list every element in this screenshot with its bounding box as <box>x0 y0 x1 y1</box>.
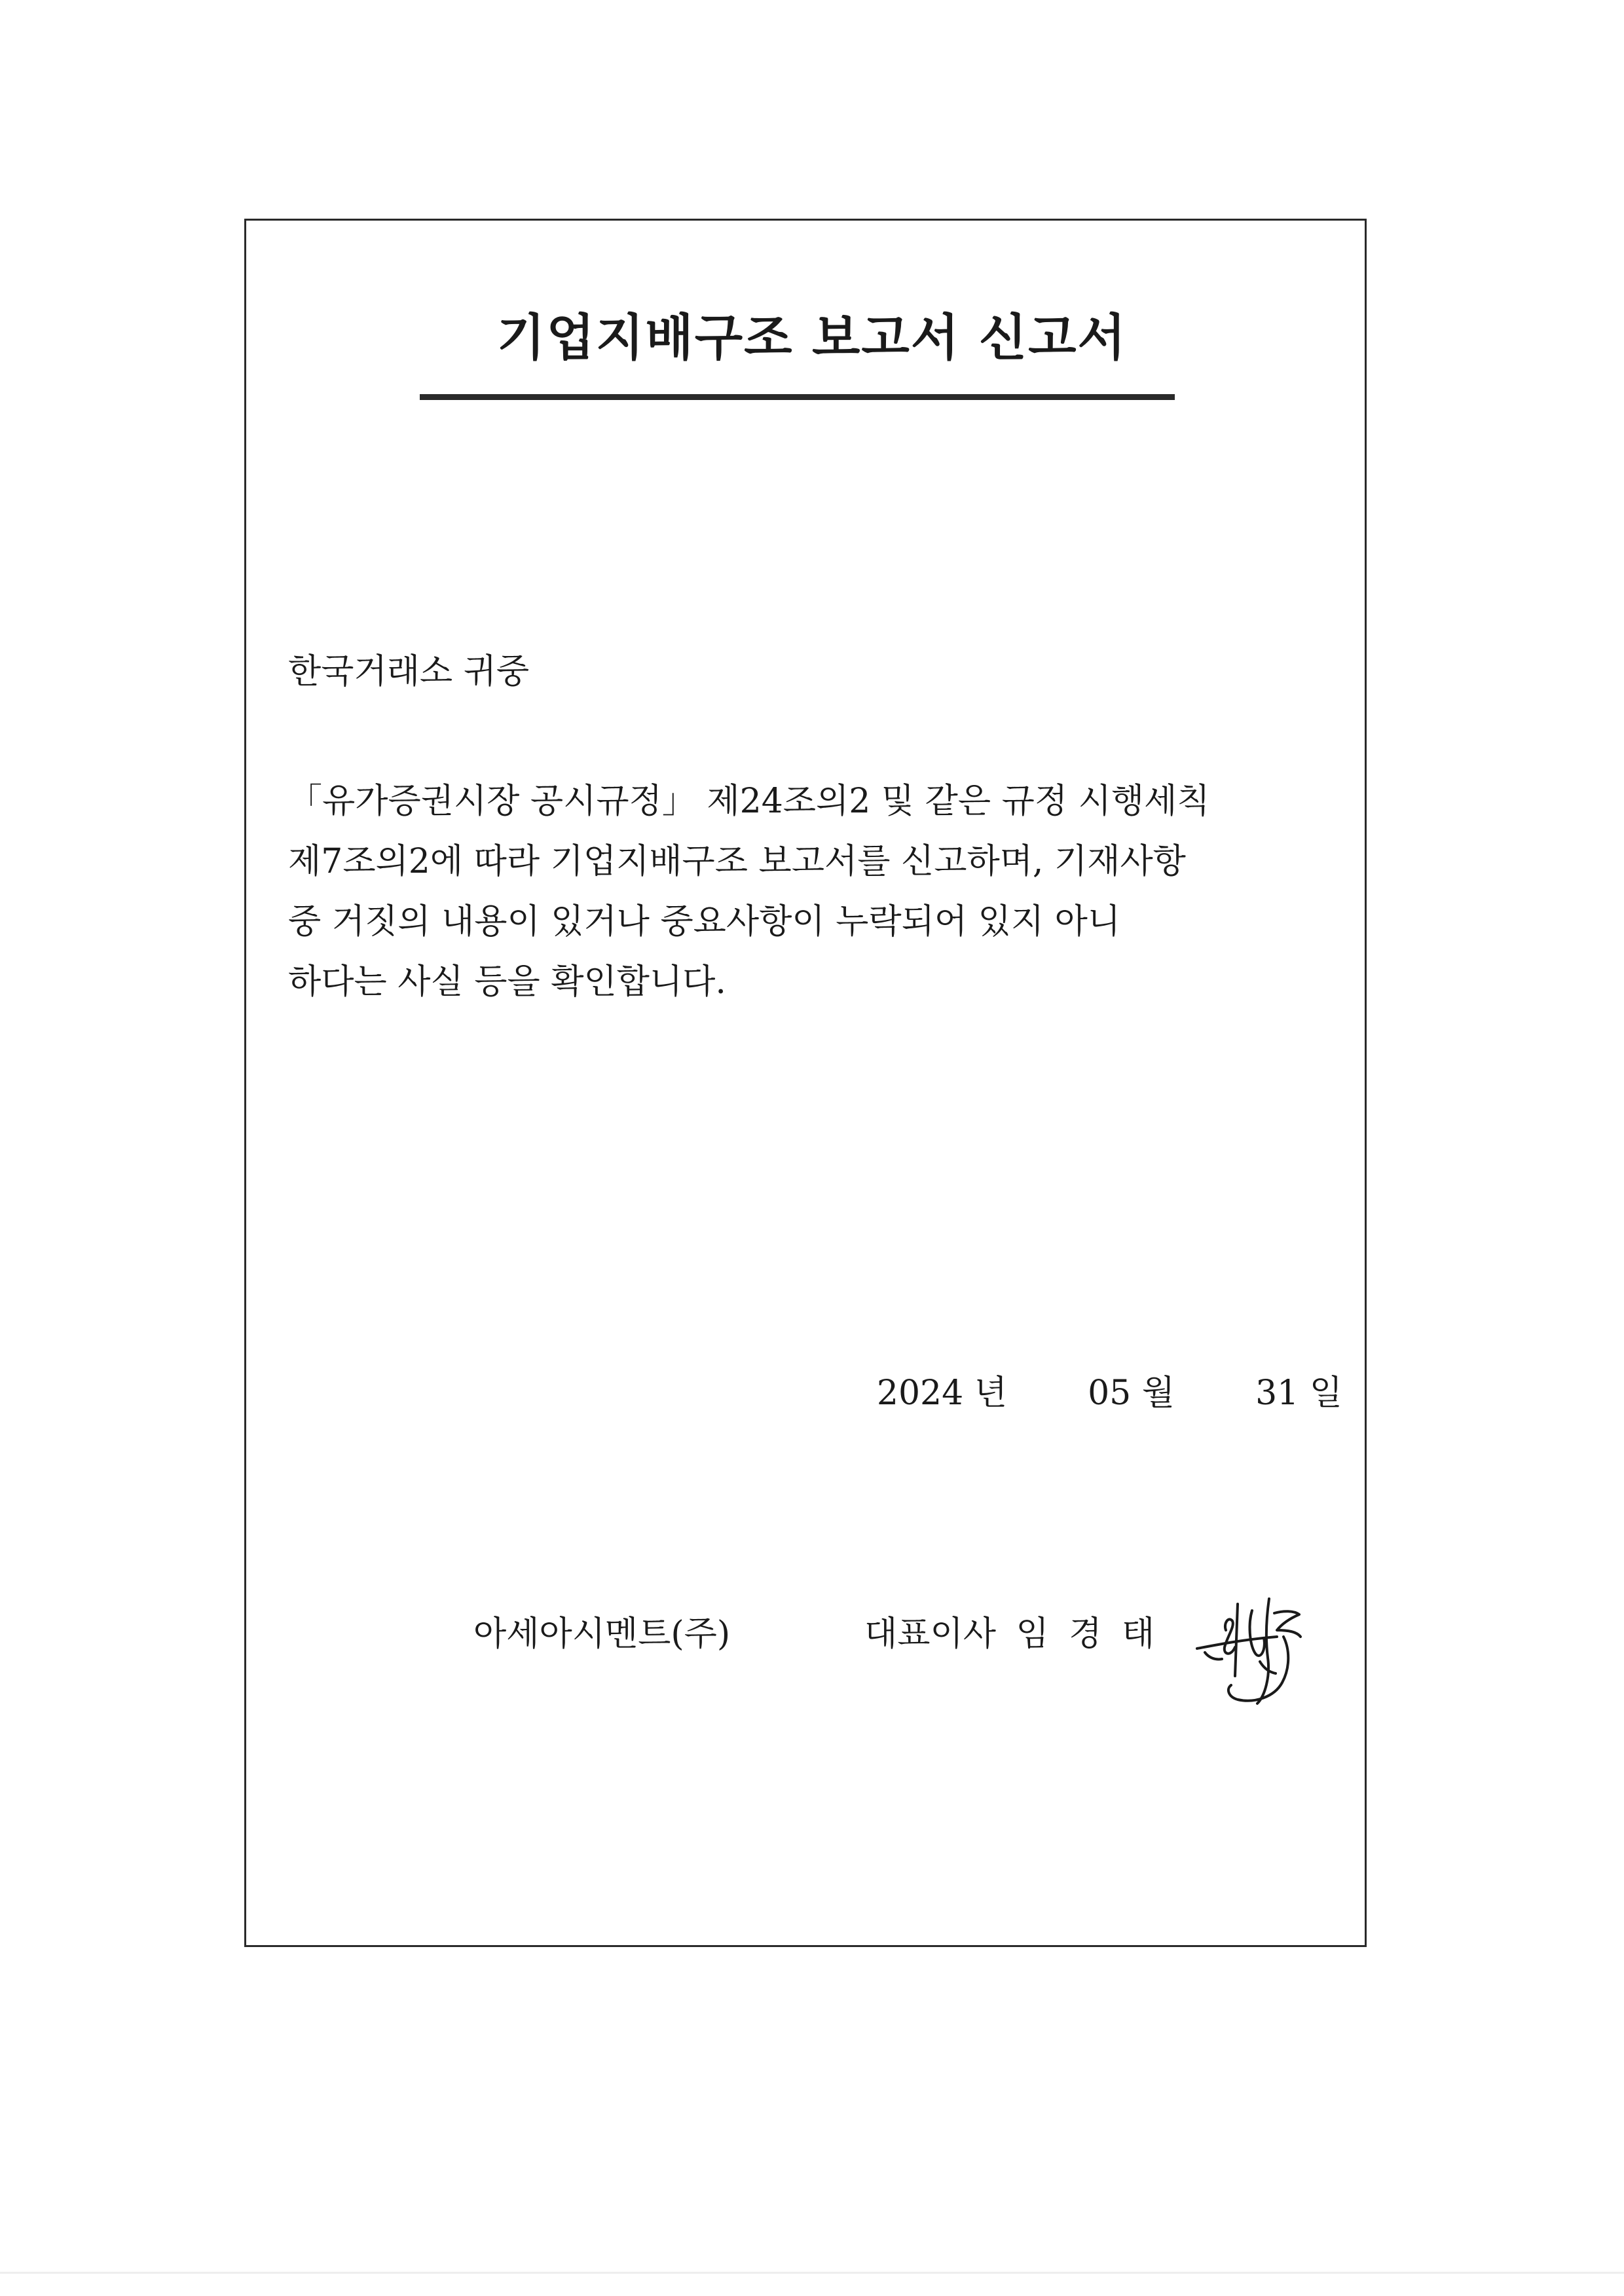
document-title: 기업지배구조 보고서 신고서 <box>497 308 1127 367</box>
declaration-line: 중 거짓의 내용이 있거나 중요사항이 누락되어 있지 아니 <box>288 902 1121 941</box>
company-name: 아세아시멘트(주) <box>473 1614 731 1654</box>
declaration-line: 제7조의2에 따라 기업지배구조 보고서를 신고하며, 기재사항 <box>288 842 1186 881</box>
date-month-unit: 월 <box>1141 1374 1175 1413</box>
date-year-unit: 년 <box>974 1374 1007 1413</box>
date-day: 31 <box>1255 1374 1299 1413</box>
page-edge <box>0 2272 1624 2274</box>
declaration-body <box>288 771 1362 1012</box>
declaration-line: 하다는 사실 등을 확인합니다. <box>288 962 726 1002</box>
filing-date <box>876 1374 1342 1413</box>
addressee: 한국거래소 귀중 <box>288 652 530 691</box>
declaration-line: 「유가증권시장 공시규정」 제24조의2 및 같은 규정 시행세칙 <box>288 782 1210 821</box>
date-year: 2024 <box>876 1374 964 1413</box>
title-underline <box>420 394 1175 400</box>
handwritten-signature <box>1192 1584 1323 1741</box>
representative-name: 대표이사 임 경 태 <box>864 1614 1155 1654</box>
date-day-unit: 일 <box>1309 1374 1342 1413</box>
date-month: 05 <box>1088 1374 1132 1413</box>
